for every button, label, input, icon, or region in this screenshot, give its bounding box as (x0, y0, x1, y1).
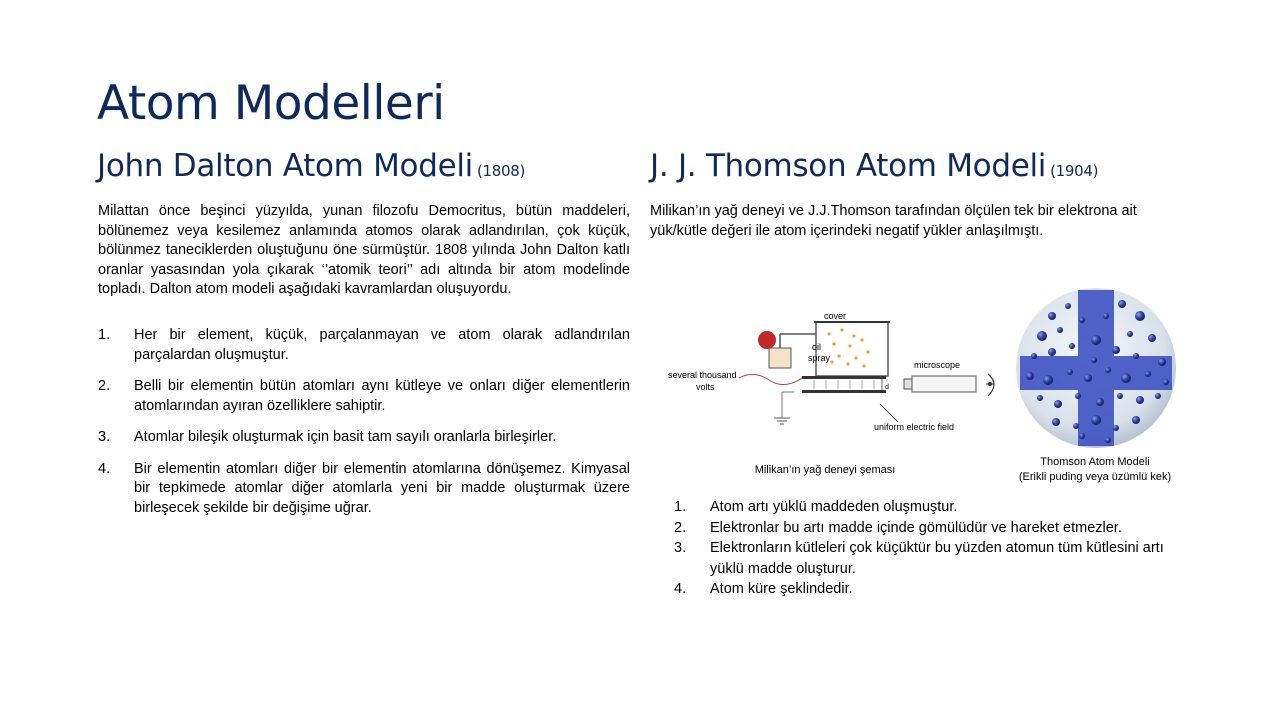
thomson-intro-paragraph: Milikan’ın yağ deneyi ve J.J.Thomson tarafından ölçülen tek bir elektrona ait yük/kütle değeri ile atom içerindeki negatif yükler anlaşılmıştı. (650, 203, 1137, 239)
plate-gap-label: d (885, 384, 889, 391)
list-text: Atomlar bileşik oluşturmak için basit tam sayılı oranlarla birleşirler. (134, 429, 557, 445)
voltage-label-line2: volts (696, 382, 715, 392)
eye-icon (988, 382, 992, 386)
milikan-oil-drop-diagram (664, 300, 1004, 440)
list-number: 3. (98, 429, 111, 445)
list-number: 1. (674, 499, 687, 515)
list-text: Her bir element, küçük, parçalanmayan ve atom olarak adlandırılan parçalardan oluşmuştur. (134, 327, 630, 363)
list-text: Elektronların kütleleri çok küçüktür bu yüzden atomun tüm kütlesini artı yüklü madde oluşturur. (710, 540, 1164, 577)
list-number: 4. (674, 581, 687, 597)
list-item (98, 460, 630, 519)
dalton-title-text: John Dalton Atom Modeli (97, 148, 473, 184)
list-item (98, 428, 630, 448)
microscope-label: microscope (914, 360, 961, 370)
dalton-intro-paragraph: Milattan önce beşinci yüzyılda, yunan filozofu Democritus, bütün maddeleri, bölünemez veya kesilemez anlamında atomos olarak adlandırılan, çok küçük, bölünmez taneciklerden oluştuğunu öne sürmüştür. 1808 yılında John Dalton katlı oranlar yasasından yola çıkarak ‘’atomik teori’’ adı altında bir atom modelinde topladı. Dalton atom modeli aşağıdaki kavramlardan oluşuyordu. (98, 203, 630, 297)
list-text: Belli bir elementin bütün atomları aynı kütleye ve onları diğer elementlerin atomlarından ayıran özelliklere sahiptir. (134, 378, 630, 414)
list-number: 1. (98, 327, 111, 343)
list-item (98, 326, 630, 365)
thomson-section-title (650, 148, 1098, 184)
list-number: 2. (674, 519, 687, 536)
thomson-plum-pudding-model (1012, 286, 1180, 450)
thomson-title-text: J. J. Thomson Atom Modeli (650, 148, 1047, 184)
list-text: Atom artı yüklü maddeden oluşmuştur. (710, 499, 958, 515)
dalton-year: (1808) (476, 162, 526, 180)
thomson-figure-caption (1000, 455, 1190, 485)
dalton-section-title (97, 148, 525, 184)
dalton-postulates-list (98, 326, 630, 530)
list-text: Atom küre şeklindedir. (710, 581, 853, 597)
voltage-label-line1: several thousand (668, 370, 737, 380)
list-item (674, 497, 1174, 518)
spray-label: spray (808, 353, 831, 363)
list-item (98, 377, 630, 416)
oil-label: oil (812, 342, 822, 352)
thomson-postulates-list (674, 497, 1174, 600)
list-item (674, 518, 1174, 539)
list-text: Elektronlar bu artı madde içinde gömülüdür ve hareket etmezler. (710, 519, 1122, 536)
cover-label: cover (824, 311, 847, 321)
list-number: 3. (674, 540, 687, 556)
list-item (674, 538, 1174, 579)
thomson-caption-line2: (Erikli puding veya üzümlü kek) (1018, 471, 1172, 483)
list-number: 4. (98, 460, 111, 477)
thomson-caption-line1: Thomson Atom Modeli (1040, 456, 1150, 468)
list-text: Bir elementin atomları diğer bir elementin atomlarına dönüşemez. Kimyasal bir tepkimede atomlar diğer atomlarla yeni bir madde oluşturmak üzere birleşecek şekilde bir değişime uğrar. (134, 460, 630, 516)
milikan-figure-caption: Milikan’ın yağ deneyi şeması (754, 464, 896, 476)
list-item (674, 579, 1174, 600)
field-label: uniform electric field (874, 422, 955, 432)
slide-title: Atom Modelleri (97, 76, 445, 131)
atomizer-bulb (758, 331, 776, 349)
thomson-year: (1904) (1050, 162, 1099, 180)
list-number: 2. (98, 378, 111, 394)
